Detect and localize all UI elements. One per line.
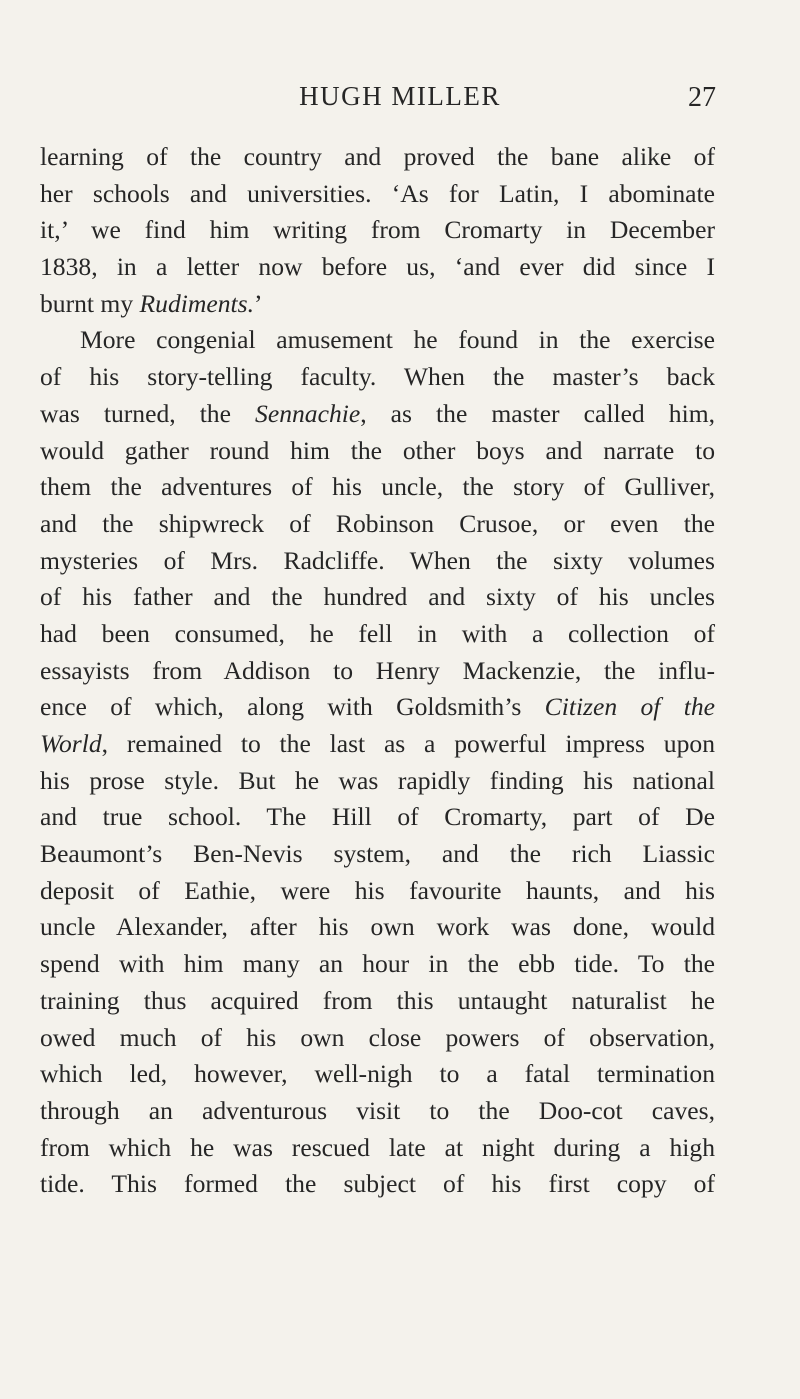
text-line: her schools and universities. ‘As for Latin, I abominate <box>40 178 715 208</box>
italic-title: Rudiments. <box>139 288 254 318</box>
text-line: burnt my Rudiments.’ <box>40 288 263 318</box>
italic-title: World <box>40 729 102 758</box>
text-line: it,’ we find him writing from Cromarty in December <box>40 215 715 245</box>
text-line: was turned, the Sennachie, as the master called him, <box>40 398 716 428</box>
text-line: his prose style. But he was rapidly finding his national <box>40 765 715 795</box>
text-line: had been consumed, he fell in with a collection of <box>40 618 715 648</box>
text-line: mysteries of Mrs. Radcliffe. When the sixty volumes <box>40 545 715 575</box>
text-line: 1838, in a letter now before us, ‘and ever did since I <box>40 252 715 282</box>
text-line: and true school. The Hill of Cromarty, part of De <box>40 802 715 832</box>
running-title: HUGH MILLER <box>299 81 501 111</box>
text-line: essayists from Addison to Henry Mackenzie, the influ- <box>40 655 715 685</box>
running-head <box>0 78 800 118</box>
text-line: ence of which, along with Goldsmith’s Citizen of the <box>40 692 716 722</box>
text-line: of his story-telling faculty. When the master’s back <box>40 362 715 392</box>
text-line: from which he was rescued late at night during a high <box>40 1132 715 1162</box>
paragraph-first-line: More congenial amusement he found in the exercise <box>80 325 715 355</box>
text-line: and the shipwreck of Robinson Crusoe, or even the <box>40 508 715 538</box>
italic-term: Sennachie <box>255 398 361 428</box>
text-line: training thus acquired from this untaught naturalist he <box>40 985 715 1015</box>
text-line: deposit of Eathie, were his favourite haunts, and his <box>40 875 715 905</box>
text-line: them the adventures of his uncle, the story of Gulliver, <box>40 472 715 502</box>
text-line: through an adventurous visit to the Doo-cot caves, <box>40 1095 715 1125</box>
text-line: which led, however, well-nigh to a fatal termination <box>40 1059 715 1089</box>
text-line: owed much of his own close powers of observation, <box>40 1022 715 1052</box>
italic-title: Citizen of the <box>544 692 716 722</box>
text-line: uncle Alexander, after his own work was done, would <box>40 912 715 942</box>
text-line: tide. This formed the subject of his first copy of <box>40 1169 715 1199</box>
text-line: learning of the country and proved the bane alike of <box>40 142 715 171</box>
text-line: World, remained to the last as a powerful impress upon <box>40 729 715 758</box>
page-number: 27 <box>688 82 716 113</box>
text-line: spend with him many an hour in the ebb tide. To the <box>40 949 715 979</box>
body-text <box>40 139 715 1203</box>
text-line: of his father and the hundred and sixty of his uncles <box>40 582 715 612</box>
text-line: Beaumont’s Ben-Nevis system, and the rich Liassic <box>40 839 715 869</box>
text-line: would gather round him the other boys and narrate to <box>40 435 715 465</box>
